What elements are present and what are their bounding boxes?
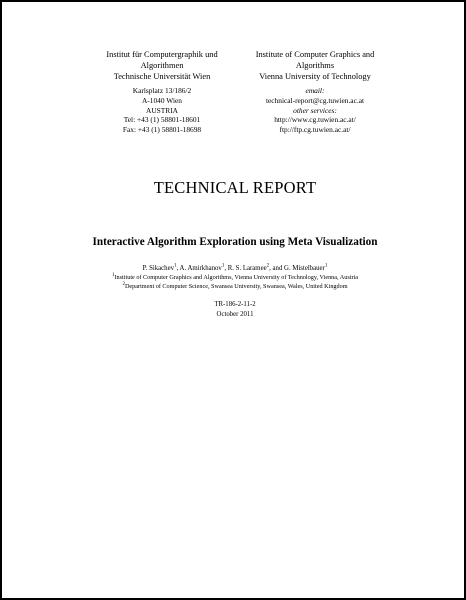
author-separator: , and	[269, 265, 285, 272]
author-affiliation-mark: 1	[221, 263, 225, 269]
english-institute-name-line2: Algorithms	[295, 60, 335, 70]
author-name: A. Amirkhanov	[179, 265, 222, 272]
services-ftp: ftp://ftp.cg.tuwien.ac.at/	[279, 124, 351, 134]
author-list	[2, 264, 466, 273]
address-line-fax: Fax: +43 (1) 58801-18698	[122, 124, 202, 134]
english-institute-name-line1: Institute of Computer Graphics and	[255, 50, 375, 59]
paper-title: Interactive Algorithm Exploration using Meta Visualization	[92, 236, 378, 248]
author-name: G. Mistelbauer	[284, 265, 325, 272]
affiliation-mark: 2	[122, 282, 125, 288]
report-date: October 2011	[216, 311, 254, 318]
german-institute-name-line2: Algorithmen	[140, 60, 184, 70]
email-address: technical-report@cg.tuwien.ac.at	[265, 95, 365, 105]
services-label: other services:	[293, 105, 337, 115]
author-affiliation-mark: 1	[324, 263, 328, 269]
affiliation-1	[2, 273, 466, 282]
affiliation-2	[2, 282, 466, 291]
authors-block	[2, 264, 466, 292]
address-line-country: AUSTRIA	[145, 105, 179, 115]
affiliation-mark: 1	[112, 273, 115, 279]
author-separator: ,	[224, 265, 228, 272]
author-name: R. S. Laramee	[227, 265, 267, 272]
affiliation-text: Department of Computer Science, Swansea University, Swansea, Wales, United Kingdom	[124, 283, 348, 291]
email-label: email:	[305, 86, 325, 96]
german-institute-name-line1: Institut für Computergraphik und	[106, 50, 218, 59]
address-line-city: A-1040 Wien	[141, 95, 182, 105]
author-affiliation-mark: 1	[174, 263, 177, 269]
address-line-tel: Tel: +43 (1) 58801-18601	[123, 115, 201, 125]
author-affiliation-mark: 2	[266, 263, 270, 269]
address-line-street: Karlsplatz 13/186/2	[132, 86, 192, 96]
technical-report-heading: TECHNICAL REPORT	[153, 178, 317, 197]
affiliation-text: Institute of Computer Graphics and Algorithms, Vienna University of Technology, Vienna, Austria	[114, 274, 358, 282]
english-institute-block	[230, 50, 400, 134]
author-separator: ,	[176, 265, 180, 272]
german-institute-block	[82, 50, 242, 134]
services-http: http://www.cg.tuwien.ac.at/	[274, 115, 356, 125]
english-university-name: Vienna University of Technology	[259, 71, 371, 81]
german-university-name: Technische Universität Wien	[113, 71, 211, 81]
report-number: TR-186-2-11-2	[214, 301, 256, 308]
author-name: P. Sikachev	[142, 265, 174, 272]
report-meta	[2, 300, 466, 320]
